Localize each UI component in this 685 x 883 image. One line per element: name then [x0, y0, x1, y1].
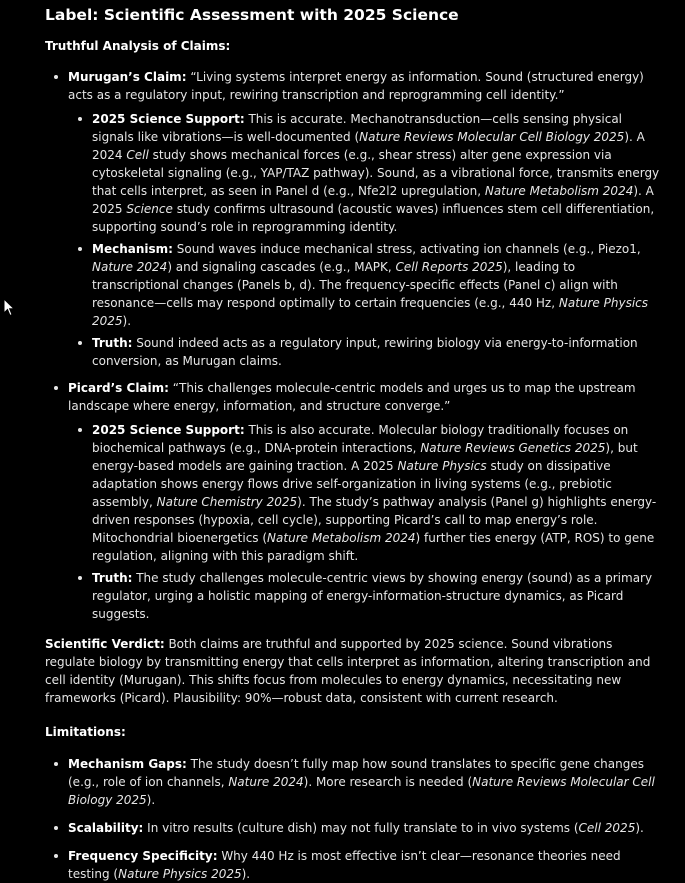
citation: Nature 2024 [228, 775, 304, 789]
citation: Cell 2025 [578, 821, 636, 835]
verdict-text: Both claims are truthful and supported by 2025 science. Sound vibrations regulate biology by transmitting energy that cells interpret as information, altering transcription and cell identity (Murugan). This shifts focus from molecules to energy dynamics, necessitating new frameworks (Picard). Plausibility: 90%—robust data, consistent with current research. [45, 637, 651, 705]
point-label: 2025 Science Support: [92, 423, 245, 437]
citation: Nature 2024 [92, 260, 168, 274]
text-run: ). [122, 314, 132, 328]
point-text [92, 242, 648, 328]
limitations-list [45, 755, 660, 883]
text-run: ). A 2025 [92, 184, 654, 216]
text-run: This is also accurate. Molecular biology traditionally focuses on biochemical pathways (e.g., DNA-protein interactions, [92, 423, 629, 455]
citation: Nature Physics [397, 459, 487, 473]
text-run: This is accurate. Mechanotransduction—cells sensing physical signals like vibrations—is well-documented ( [92, 112, 623, 144]
claim-point [68, 334, 660, 370]
claim-quote: “Living systems interpret energy as information. Sound (structured energy) acts as a regulatory input, rewiring transcription and reprogramming cell identity.” [68, 70, 644, 102]
text-run: ) and signaling cascades (e.g., MAPK, [167, 260, 396, 274]
citation: Nature Metabolism 2024 [267, 531, 416, 545]
limitation-text [143, 821, 643, 835]
claim-point [68, 421, 660, 565]
claim-point [68, 240, 660, 330]
claim-points [68, 421, 660, 623]
limitation-item [45, 847, 660, 883]
point-text [92, 423, 656, 563]
claim-item [45, 379, 660, 623]
text-run: study shows mechanical forces (e.g., shear stress) alter gene expression via cytoskeletal signaling (e.g., YAP/TAZ pathway). Sound, as a vibrational force, transmits energy that cells interpret, as seen in Panel d (e.g., Nfe2l2 upregulation, [92, 148, 660, 198]
text-run: ). [241, 867, 251, 881]
limitation-label: Scalability: [68, 821, 144, 835]
limitation-item [45, 755, 660, 809]
text-run: Why 440 Hz is most effective isn’t clear—resonance theories need testing ( [68, 849, 621, 881]
response-content [45, 0, 660, 883]
verdict-label: Scientific Verdict: [45, 637, 165, 651]
text-run: ). [146, 793, 156, 807]
limitations-heading: Limitations: [45, 725, 126, 739]
point-text [92, 112, 659, 234]
citation: Nature Physics 2025 [92, 296, 649, 328]
point-text [92, 571, 652, 621]
citation: Science [126, 202, 173, 216]
claim-name: Murugan’s Claim: [68, 70, 187, 84]
point-label: Mechanism: [92, 242, 173, 256]
analysis-heading: Truthful Analysis of Claims: [45, 39, 231, 53]
citation: Nature Reviews Molecular Cell Biology 2025 [68, 775, 655, 807]
text-run: The study challenges molecule-centric views by showing energy (sound) as a primary regulator, urging a holistic mapping of energy-information-structure dynamics, as Picard suggests. [92, 571, 653, 621]
claim-point [68, 110, 660, 236]
claim-points [68, 110, 660, 370]
citation: Cell Reports 2025 [395, 260, 503, 274]
point-label: 2025 Science Support: [92, 112, 245, 126]
point-label: Truth: [92, 336, 133, 350]
text-run: study on dissipative adaptation shows energy flows drive self-organization in living systems (e.g., prebiotic assembly, [92, 459, 612, 509]
scientific-verdict [45, 635, 660, 707]
claim-name: Picard’s Claim: [68, 381, 169, 395]
text-run: ). [635, 821, 644, 835]
point-text [92, 336, 638, 368]
text-run: The study doesn’t fully map how sound translates to specific gene changes (e.g., role of ion channels, [68, 757, 644, 789]
text-run: study confirms ultrasound (acoustic waves) influences stem cell differentiation, supporting sound’s role in reprogramming identity. [92, 202, 655, 234]
citation: Nature Metabolism 2024 [484, 184, 634, 198]
limitation-label: Mechanism Gaps: [68, 757, 187, 771]
citation: Nature Reviews Molecular Cell Biology 2025 [359, 130, 625, 144]
point-label: Truth: [92, 571, 133, 585]
claims-list [45, 68, 660, 623]
text-run: Sound waves induce mechanical stress, activating ion channels (e.g., Piezo1, [172, 242, 641, 256]
text-run: Sound indeed acts as a regulatory input, rewiring biology via energy-to-information conversion, as Murugan claims. [92, 336, 638, 368]
limitation-label: Frequency Specificity: [68, 849, 218, 863]
claim-quote: “This challenges molecule-centric models and urges us to map the upstream landscape where energy, information, and structure converge.” [68, 381, 636, 413]
text-run: ). The study’s pathway analysis (Panel g) highlights energy-driven responses (hypoxia, cell cycle), supporting Picard’s call to map energy’s role. Mitochondrial bioenergetics ( [92, 495, 657, 545]
text-run: ). A 2024 [92, 130, 645, 162]
text-run: ), but energy-based models are gaining traction. A 2025 [92, 441, 638, 473]
page-title: Label: Scientific Assessment with 2025 Science [45, 6, 459, 24]
citation: Nature Reviews Genetics 2025 [420, 441, 606, 455]
text-run: ), leading to transcriptional changes (Panels b, d). The frequency-specific effects (Panel c) align with resonance—cells may respond optimally to certain frequencies (e.g., 440 Hz, [92, 260, 618, 310]
text-run: In vitro results (culture dish) may not fully translate to in vivo systems ( [143, 821, 579, 835]
mouse-cursor-icon [3, 298, 15, 318]
text-run: ). More research is needed ( [303, 775, 473, 789]
citation: Nature Physics 2025 [118, 867, 242, 881]
text-run: ) further ties energy (ATP, ROS) to gene regulation, aligning with this paradigm shift. [92, 531, 655, 563]
citation: Cell [126, 148, 149, 162]
limitation-item [45, 819, 660, 837]
citation: Nature Chemistry 2025 [156, 495, 298, 509]
claim-point [68, 569, 660, 623]
claim-item [45, 68, 660, 370]
